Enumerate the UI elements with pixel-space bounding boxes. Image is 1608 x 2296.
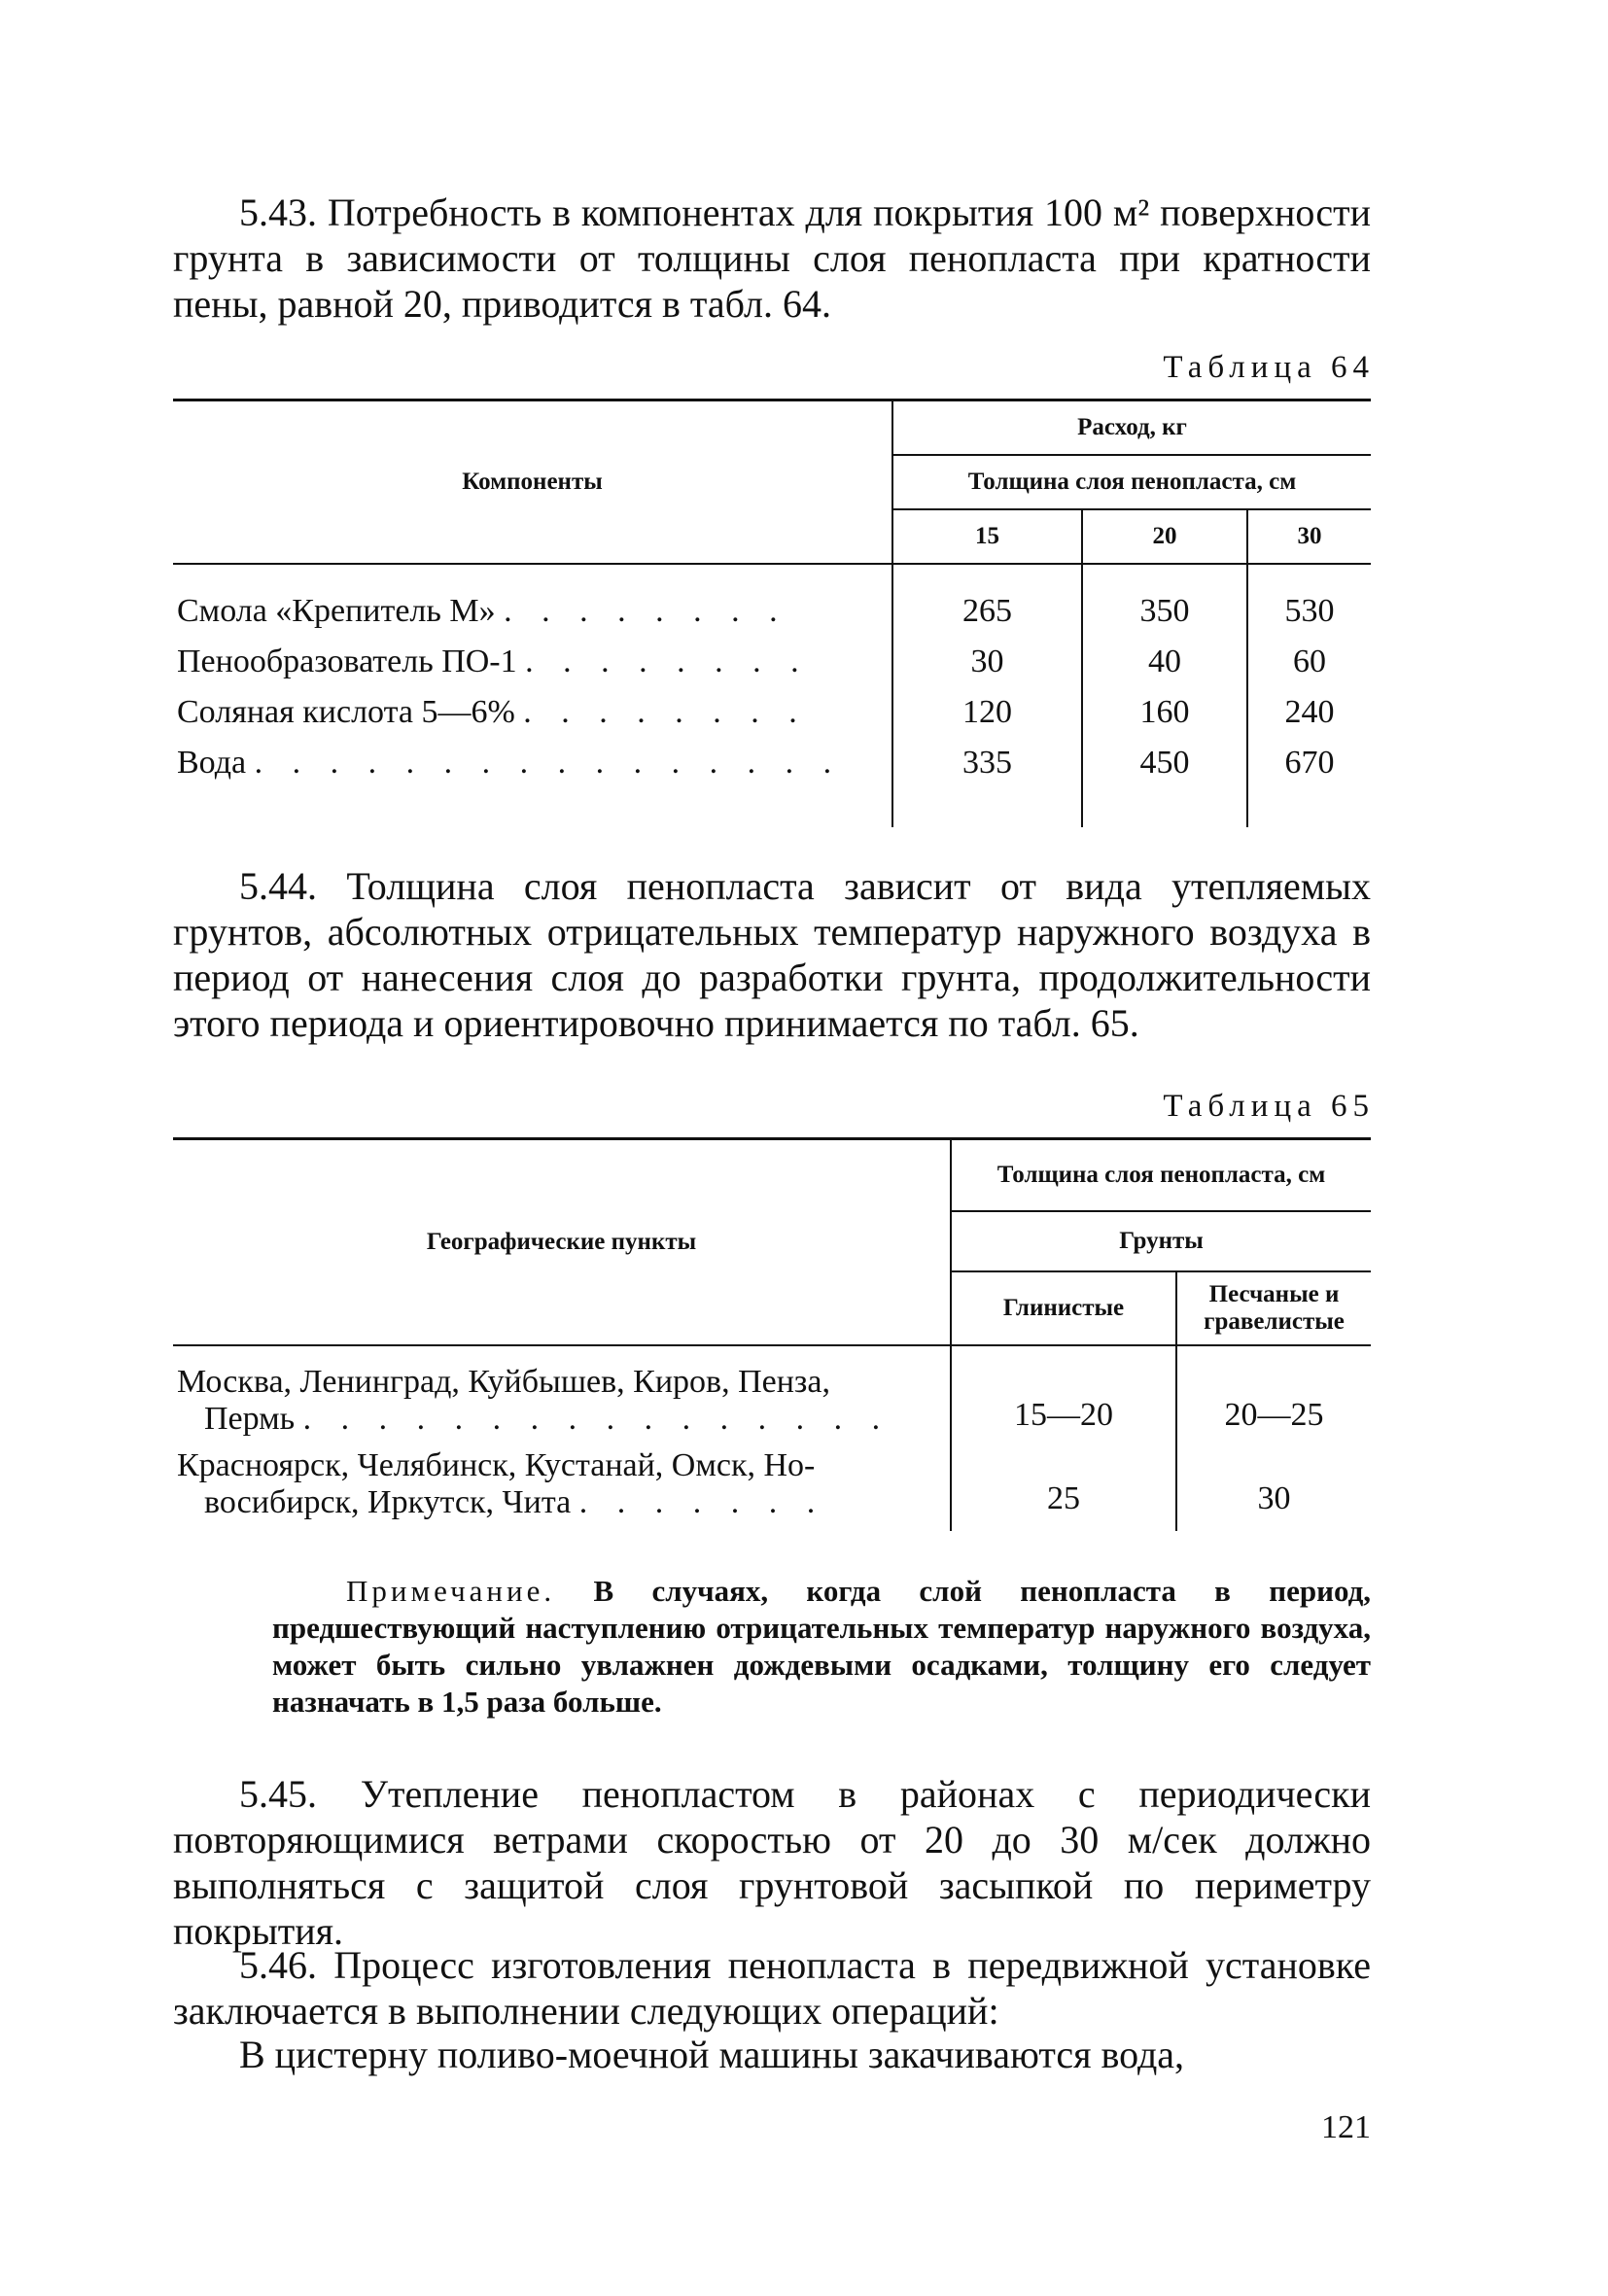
- table-65-header-thickness: Толщина слоя пенопласта, см: [951, 1139, 1371, 1212]
- note-label: Примечание.: [346, 1574, 556, 1608]
- table-65-col-sand: Песчаные и гравелистые: [1204, 1281, 1345, 1335]
- table-64-row-name: Соляная кислота 5—6% . . . . . . . .: [173, 687, 892, 738]
- paragraph-5-45: 5.45. Утепление пенопластом в районах с периодически повторяющимися ветрами скоростью от 20 до 30 м/сек должно выполняться с защитой слоя грунтовой засыпкой по периметру покрытия.: [173, 1772, 1371, 1953]
- table-65-col-clay: Глинистые: [951, 1271, 1176, 1345]
- paragraph-5-46: 5.46. Процесс изготовления пенопласта в передвижной установке заключается в выполнении следующих операций:: [173, 1943, 1371, 2033]
- table-64-cell: 160: [1082, 687, 1247, 738]
- table-64-cell: 265: [892, 586, 1082, 637]
- table-64: [173, 399, 1371, 827]
- table-64-cell: 240: [1284, 694, 1335, 730]
- table-64-cell: 670: [1284, 745, 1335, 781]
- table-64-col-15: 15: [892, 509, 1082, 564]
- table-65-row: [173, 1364, 1371, 1447]
- table-64-col-30: 30: [1297, 523, 1322, 549]
- table-64-header-thickness: Толщина слоя пенопласта, см: [892, 455, 1371, 509]
- table-64-cell: 350: [1082, 586, 1247, 637]
- table-64-cell: 30: [892, 637, 1082, 687]
- table-64-row: [173, 586, 1371, 637]
- table-64-header-consumption: Расход, кг: [892, 400, 1371, 456]
- table-64-row-name: Смола «Крепитель М» . . . . . . . .: [173, 586, 892, 637]
- table-64-cell: 335: [892, 738, 1082, 788]
- paragraph-5-43: 5.43. Потребность в компонентах для покрытия 100 м² поверхности грунта в зависимости от толщины слоя пенопласта при кратности пены, равной 20, приводится в табл. 64.: [173, 191, 1371, 326]
- table-64-row: [173, 738, 1371, 788]
- table-64-row-name: Пенообразователь ПО-1 . . . . . . . .: [173, 637, 892, 687]
- table-64-cell: 120: [892, 687, 1082, 738]
- paragraph-continuation: В цистерну поливо-моечной машины закачиваются вода,: [239, 2033, 1185, 2076]
- table-65-header-soils: Грунты: [951, 1211, 1371, 1271]
- table-64-cell: 530: [1284, 593, 1335, 629]
- paragraph-5-44: 5.44. Толщина слоя пенопласта зависит от вида утепляемых грунтов, абсолютных отрицательных температур наружного воздуха в период от нанесения слоя до разработки грунта, продолжительности этого периода и ориентировочно принимается по табл. 65.: [173, 864, 1371, 1045]
- table-64-col-20: 20: [1082, 509, 1247, 564]
- table-65-cell: 20—25: [1224, 1397, 1324, 1433]
- table-64-cell: 60: [1293, 644, 1326, 679]
- table-65-cell: 25: [951, 1447, 1176, 1531]
- table-65-cell: 15—20: [951, 1364, 1176, 1447]
- table-65-note: [272, 1573, 1371, 1721]
- table-64-cell: 450: [1082, 738, 1247, 788]
- table-64-row: [173, 687, 1371, 738]
- table-65-header-points: Географические пункты: [173, 1139, 951, 1346]
- table-64-cell: 40: [1082, 637, 1247, 687]
- note-text: В случаях, когда слой пенопласта в период, предшествующий наступлению отрицательных температур наружного воздуха, может быть сильно увлажнен дождевыми осадками, толщину его следует назначать в 1,5 раза больше.: [272, 1574, 1371, 1719]
- table-64-caption: Таблица 64: [1163, 350, 1375, 385]
- table-65-row-name: Красноярск, Челябинск, Кустанай, Омск, Но- восибирск, Иркутск, Чита . . . . . . .: [173, 1447, 951, 1531]
- table-65-cell: 30: [1257, 1480, 1291, 1516]
- table-65-row: [173, 1447, 1371, 1531]
- table-65: [173, 1137, 1371, 1531]
- table-64-row-name: Вода . . . . . . . . . . . . . . . .: [173, 738, 892, 788]
- table-64-header-components: Компоненты: [173, 400, 892, 565]
- table-64-row: [173, 637, 1371, 687]
- table-65-caption: Таблица 65: [1163, 1089, 1375, 1124]
- table-65-row-name: Москва, Ленинград, Куйбышев, Киров, Пенза, Пермь . . . . . . . . . . . . . . . .: [173, 1364, 951, 1447]
- page-number: 121: [1321, 2109, 1371, 2145]
